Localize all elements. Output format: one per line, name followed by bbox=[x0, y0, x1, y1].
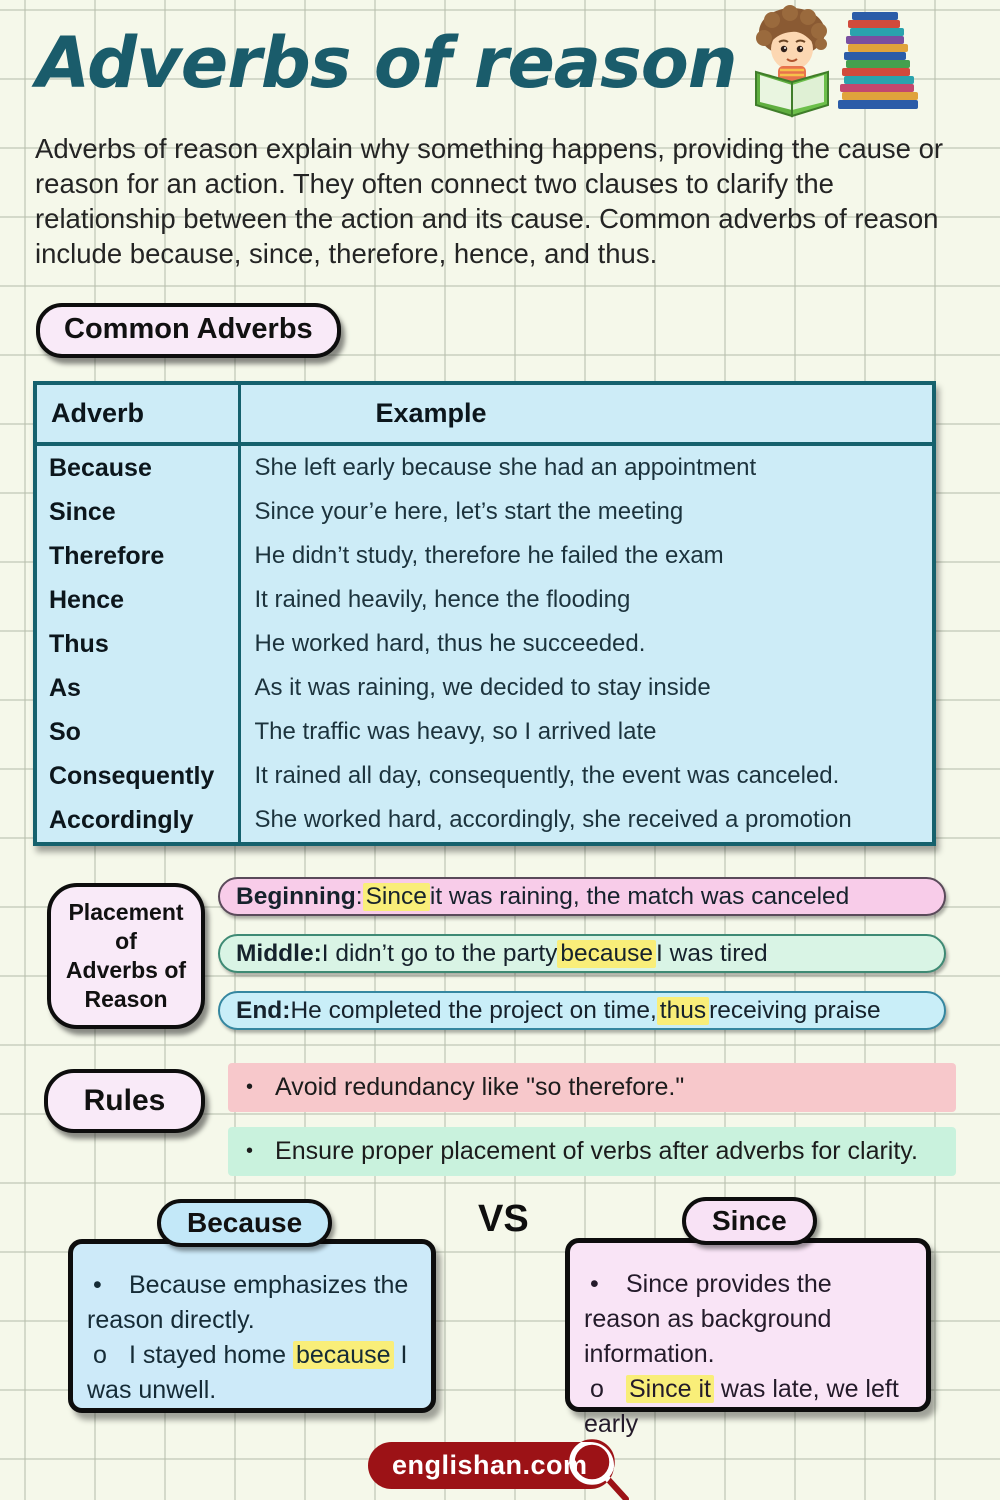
placement-badge-line: Placement bbox=[68, 899, 184, 925]
text-segment: Since provides the reason as background information. bbox=[584, 1270, 832, 1368]
adverb-cell: Because bbox=[35, 444, 239, 490]
placement-pill bbox=[218, 877, 946, 916]
table-row bbox=[35, 578, 934, 622]
bullet-icon: • bbox=[590, 1270, 599, 1298]
text-segment: I stayed home bbox=[129, 1341, 293, 1369]
example-cell: He worked hard, thus he succeeded. bbox=[254, 630, 646, 657]
highlighted-word: thus bbox=[657, 997, 709, 1025]
text-segment: : bbox=[355, 882, 363, 910]
book-stack-icon bbox=[838, 12, 918, 109]
placement-pill bbox=[218, 934, 946, 973]
highlighted-word: Since bbox=[363, 883, 430, 911]
text-segment: Beginning bbox=[236, 882, 356, 910]
text-segment: Because emphasizes the reason directly. bbox=[87, 1271, 409, 1334]
text-segment: Middle: bbox=[236, 939, 322, 967]
search-icon bbox=[564, 1442, 614, 1489]
adverb-cell: Therefore bbox=[35, 534, 239, 578]
highlighted-word: because bbox=[557, 940, 656, 968]
adverb-cell: Hence bbox=[35, 578, 239, 622]
header-adverb: Adverb bbox=[35, 383, 239, 444]
adverb-cell: Since bbox=[35, 490, 239, 534]
highlighted-word: because bbox=[293, 1341, 394, 1369]
bullet-icon: o bbox=[93, 1341, 107, 1369]
common-adverbs-badge: Common Adverbs bbox=[36, 303, 341, 358]
table-row bbox=[35, 798, 934, 844]
text-segment: was late, we left early bbox=[584, 1375, 899, 1438]
kid-figure bbox=[756, 5, 828, 116]
card-line bbox=[87, 1338, 417, 1408]
since-badge: Since bbox=[682, 1197, 817, 1245]
bullet-icon: o bbox=[590, 1375, 604, 1403]
table-row bbox=[35, 666, 934, 710]
kid-reading-icon bbox=[742, 4, 922, 127]
card-line bbox=[87, 1268, 417, 1338]
placement-badge-line: Reason bbox=[84, 986, 168, 1012]
card-line bbox=[584, 1267, 912, 1372]
table-row bbox=[35, 490, 934, 534]
adverb-cell: Thus bbox=[35, 622, 239, 666]
example-cell: Since your’e here, let’s start the meeting bbox=[254, 498, 684, 525]
adverb-cell: Accordingly bbox=[35, 798, 239, 844]
text-segment: I was tired bbox=[656, 939, 768, 967]
table-row bbox=[35, 444, 934, 490]
adverb-cell: As bbox=[35, 666, 239, 710]
text-segment: I didn’t go to the party bbox=[321, 939, 558, 967]
adverb-table bbox=[33, 381, 936, 846]
example-cell: She worked hard, accordingly, she received a promotion bbox=[254, 806, 852, 833]
highlighted-word: Since it bbox=[626, 1375, 714, 1403]
example-cell: He didn’t study, therefore he failed the exam bbox=[254, 542, 724, 569]
adverb-cell: Consequently bbox=[35, 754, 239, 798]
page-title: Adverbs of reason bbox=[36, 22, 737, 104]
placement-badge-line: Adverbs of bbox=[65, 957, 187, 983]
card-line bbox=[584, 1372, 912, 1442]
placement-pills bbox=[218, 877, 946, 1048]
adverb-table-body bbox=[35, 444, 934, 844]
header-example: Example bbox=[239, 383, 934, 444]
example-cell: It rained all day, consequently, the event was canceled. bbox=[254, 762, 840, 789]
example-cell: The traffic was heavy, so I arrived late bbox=[254, 718, 657, 745]
site-url: englishan.com bbox=[392, 1450, 588, 1480]
rule-row bbox=[228, 1127, 956, 1176]
bullet-icon: • bbox=[246, 1140, 254, 1162]
rules-badge: Rules bbox=[44, 1069, 205, 1133]
example-cell: As it was raining, we decided to stay inside bbox=[254, 674, 711, 701]
site-pill[interactable] bbox=[368, 1442, 614, 1489]
rules-rows bbox=[228, 1063, 956, 1191]
bullet-icon: • bbox=[93, 1271, 102, 1299]
placement-badge bbox=[47, 883, 205, 1029]
rule-text: Ensure proper placement of verbs after adverbs for clarity. bbox=[275, 1137, 918, 1165]
text-segment: receiving praise bbox=[709, 996, 881, 1024]
text-segment: it was raining, the match was canceled bbox=[429, 882, 850, 910]
since-card bbox=[565, 1238, 931, 1438]
example-cell: It rained heavily, hence the flooding bbox=[254, 586, 631, 613]
table-row bbox=[35, 534, 934, 578]
rule-row bbox=[228, 1063, 956, 1112]
text-segment: I was unwell. bbox=[87, 1341, 408, 1404]
text-segment: He completed the project on time, bbox=[290, 996, 657, 1024]
adverb-cell: So bbox=[35, 710, 239, 754]
table-header-row bbox=[35, 383, 934, 444]
placement-pill bbox=[218, 991, 946, 1030]
because-badge: Because bbox=[157, 1199, 332, 1247]
placement-badge-line: of bbox=[115, 928, 137, 954]
bullet-icon: • bbox=[246, 1076, 254, 1098]
footer bbox=[368, 1436, 648, 1500]
because-card bbox=[68, 1239, 436, 1413]
vs-label: VS bbox=[478, 1198, 529, 1240]
intro-paragraph: Adverbs of reason explain why something happens, providing the cause or reason for an action. They often connect two clauses to clarify the relationship between the action and its cause. Common adverbs of reason include because, since, therefore, hence, and thus. bbox=[35, 133, 944, 269]
table-row bbox=[35, 622, 934, 666]
example-cell: She left early because she had an appointment bbox=[254, 454, 757, 481]
table-row bbox=[35, 754, 934, 798]
rule-text: Avoid redundancy like "so therefore." bbox=[275, 1073, 685, 1101]
table-row bbox=[35, 710, 934, 754]
text-segment: End: bbox=[236, 996, 291, 1024]
